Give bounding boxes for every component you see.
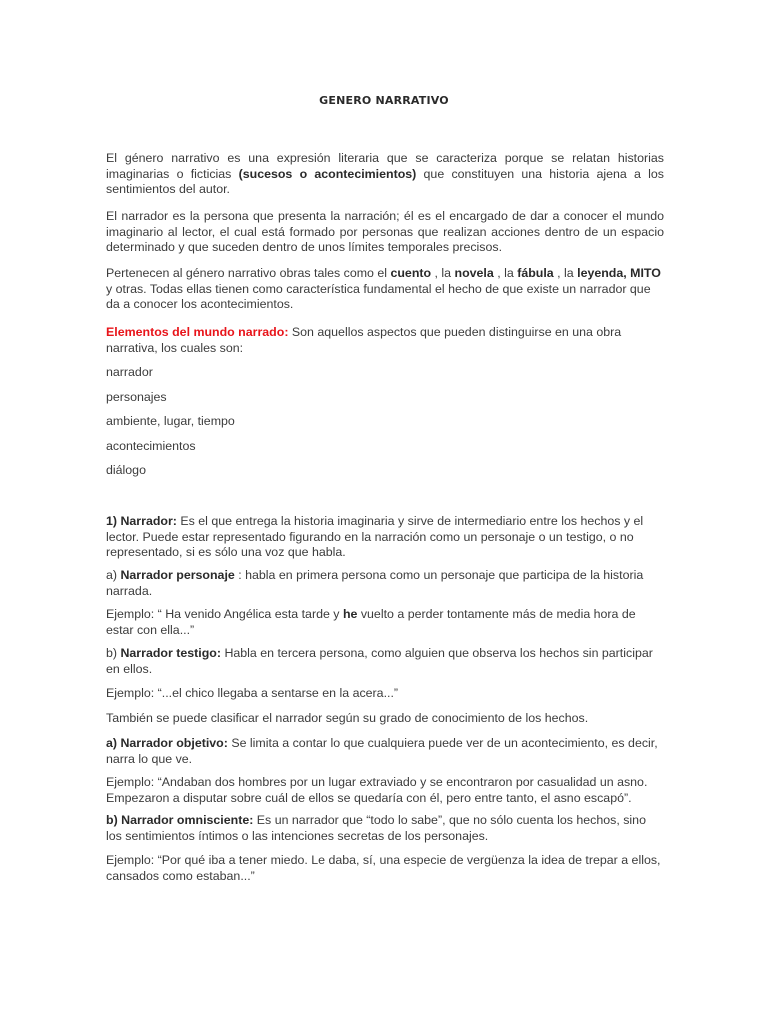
text: , la (553, 266, 578, 280)
text: Son aquellos aspectos que pueden distinguirse en una obra narrativa, los cuales son: (106, 325, 622, 355)
text: El género narrativo es una expresión literaria que se caracteriza porque se relatan historias imaginarias o ficticias (106, 151, 664, 181)
paragraph-narrador-testigo (106, 646, 664, 677)
text: Ejemplo: “ Ha venido Angélica esta tarde y (106, 607, 343, 621)
example-4: Ejemplo: “Por qué iba a tener miedo. Le daba, sí, una especie de vergüenza la idea de trepar a ellos, cansados como estaban...” (106, 853, 661, 883)
text: que constituyen una historia ajena a los sentimientos del autor. (106, 166, 665, 196)
section-heading-elementos: Elementos del mundo narrado: (106, 325, 289, 339)
bold-text: he (342, 607, 358, 621)
paragraph-narrador-objetivo (106, 736, 664, 767)
example-2: Ejemplo: “...el chico llegaba a sentarse en la acera...” (106, 686, 399, 700)
example-1 (106, 607, 664, 638)
paragraph-elementos (106, 325, 636, 356)
text: : habla en primera persona como un personaje que participa de la historia narrada. (106, 568, 644, 598)
list-item: narrador (106, 365, 153, 379)
paragraph-narrador-def (106, 514, 664, 561)
text: a) (106, 568, 121, 582)
text: , la (493, 266, 518, 280)
paragraph-clasificar: También se puede clasificar el narrador según su grado de conocimiento de los hechos. (106, 711, 589, 725)
list-item: personajes (106, 390, 167, 404)
bold-leyenda: leyenda, MITO (577, 266, 661, 280)
bold-fabula: fábula (517, 266, 554, 280)
text: , la (431, 266, 455, 280)
list-item: acontecimientos (106, 439, 196, 453)
paragraph-narrador: El narrador es la persona que presenta la narración; él es el encargado de dar a conocer el mundo imaginario al lector, el cual está formado por personas que realizan acciones dentro de un espacio determinado y que suceden dentro de unos límites temporales precisos. (106, 209, 664, 254)
bold-label: 1) Narrador: (106, 514, 177, 528)
text: vuelto a perder tontamente más de media hora de estar con ella...” (106, 607, 636, 637)
bold-text: (sucesos o acontecimientos) (238, 166, 417, 181)
paragraph-intro (106, 151, 664, 198)
bold-label: a) Narrador objetivo: (106, 736, 228, 750)
example-3: Ejemplo: “Andaban dos hombres por un lugar extraviado y se encontraron por casualidad un asno. Empezaron a disputar sobre cuál de ellos se quedaría con él, pero entre tanto, el asno escapó”. (106, 775, 648, 805)
paragraph-obras (106, 266, 664, 313)
list-item: diálogo (106, 463, 146, 477)
text: b) (106, 646, 121, 660)
text: Habla en tercera persona, como alguien que observa los hechos sin participar en ellos. (106, 646, 653, 676)
bold-label: Narrador testigo: (120, 646, 221, 660)
text: Es el que entrega la historia imaginaria y sirve de intermediario entre los hechos y el lector. Puede estar representado figurando en la narración como un personaje o un testigo, o no representado, si es sólo una voz que habla. (106, 514, 644, 559)
text: Pertenecen al género narrativo obras tales como el (106, 266, 391, 280)
bold-cuento: cuento (390, 266, 432, 280)
bold-label: Narrador personaje (120, 568, 235, 582)
list-item: ambiente, lugar, tiempo (106, 414, 235, 428)
bold-novela: novela (454, 266, 494, 280)
text: Es un narrador que “todo lo sabe”, que no sólo cuenta los hechos, sino los sentimientos íntimos o las intenciones secretas de los personajes. (106, 813, 646, 843)
paragraph-narrador-omnisciente (106, 813, 664, 844)
paragraph-narrador-personaje (106, 568, 664, 599)
text: Se limita a contar lo que cualquiera puede ver de un acontecimiento, es decir, narra lo que ve. (106, 736, 658, 766)
text: y otras. Todas ellas tienen como característica fundamental el hecho de que existe un narrador que da a conocer los acontecimientos. (106, 281, 651, 311)
bold-label: b) Narrador omnisciente: (106, 813, 254, 827)
document-title: GENERO NARRATIVO (319, 94, 449, 107)
